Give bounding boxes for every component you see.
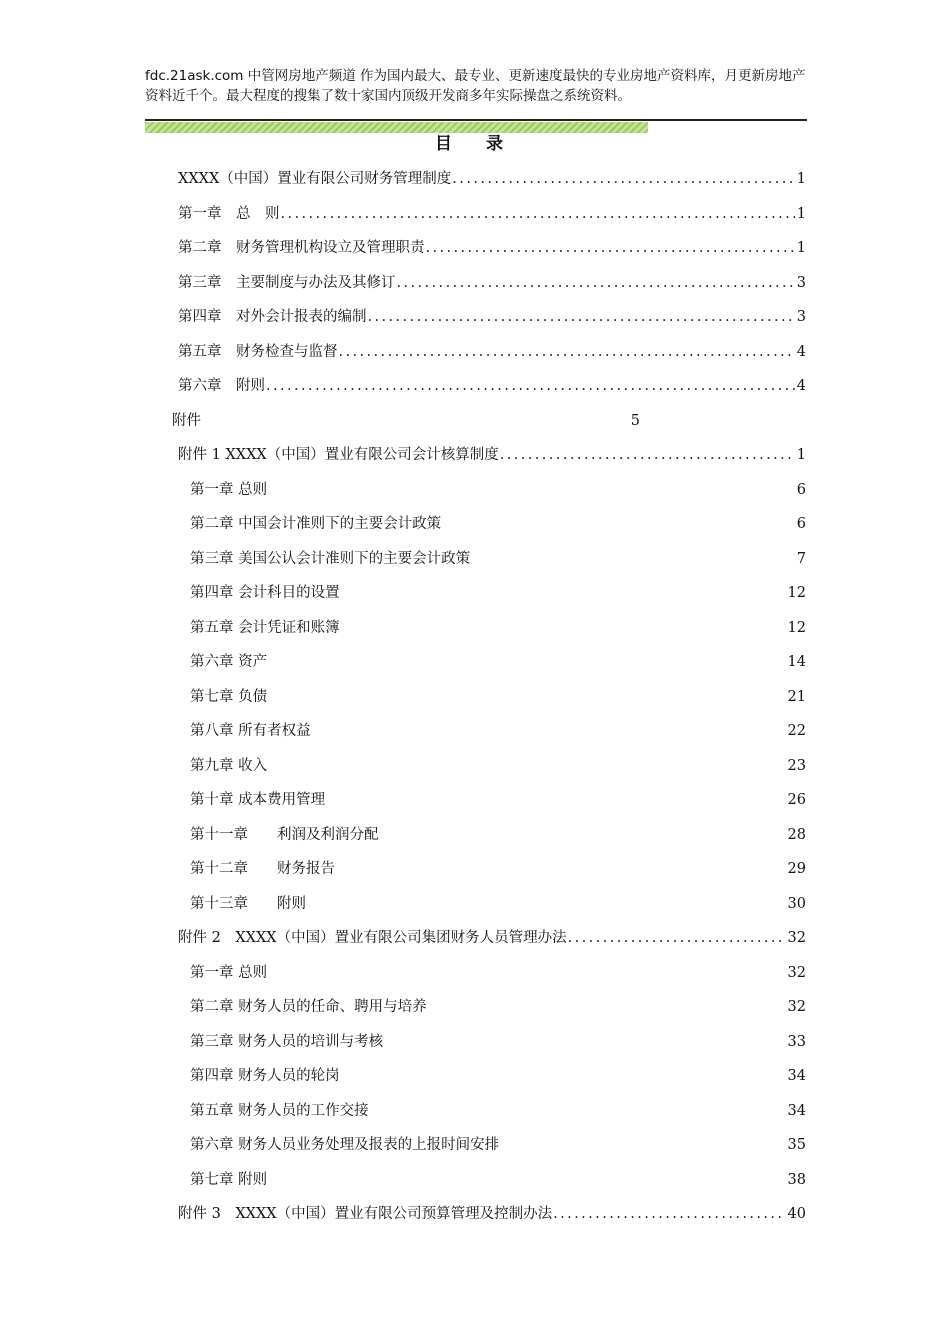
toc-page-number: 7	[796, 551, 806, 567]
toc-entry-title: 第七章 附则	[190, 1172, 268, 1188]
toc-entry-title: 第一章 总则	[190, 965, 268, 981]
toc-page-number: 12	[787, 585, 806, 601]
toc-entry[interactable]	[190, 1100, 806, 1122]
toc-entry-title: 附件 2 XXXX（中国）置业有限公司集团财务人员管理办法	[178, 930, 567, 946]
toc-page-number: 14	[787, 654, 806, 670]
toc-entry-title: 附件 3 XXXX（中国）置业有限公司预算管理及控制办法	[178, 1206, 553, 1222]
toc-entry-title: 第六章 附则	[178, 378, 265, 394]
toc-entry-title: 第一章 总 则	[178, 206, 280, 222]
toc-dot-leader	[452, 168, 794, 190]
toc-dot-leader	[368, 306, 795, 328]
toc-entry-title: 第七章 负债	[190, 689, 268, 705]
toc-entry[interactable]	[178, 341, 806, 363]
toc-entry-title: 第十一章 利润及利润分配	[190, 827, 379, 843]
toc-title: 目 录	[435, 134, 517, 154]
toc-page-number: 4	[796, 378, 806, 394]
toc-page-number: 34	[787, 1103, 806, 1119]
toc-entry-title: 第四章 会计科目的设置	[190, 585, 340, 601]
toc-entry[interactable]	[190, 789, 806, 811]
toc-page-number: 6	[796, 482, 806, 498]
toc-dot-leader	[397, 272, 795, 294]
toc-entry[interactable]	[190, 1134, 806, 1156]
toc-entry-title: 第一章 总则	[190, 482, 268, 498]
toc-entry[interactable]	[178, 237, 806, 259]
toc-page-number: 34	[787, 1068, 806, 1084]
toc-entry-title: 第三章 财务人员的培训与考核	[190, 1034, 384, 1050]
toc-entry[interactable]	[190, 651, 806, 673]
toc-entry[interactable]	[178, 1203, 806, 1225]
toc-entry-title: 第五章 会计凭证和账簿	[190, 620, 340, 636]
toc-page-number: 21	[787, 689, 806, 705]
toc-entry[interactable]	[190, 1031, 806, 1053]
toc-entry[interactable]	[178, 168, 806, 190]
toc-entry-title: 第六章 资产	[190, 654, 268, 670]
toc-entry-title: 第十二章 财务报告	[190, 861, 335, 877]
toc-entry-title: 第八章 所有者权益	[190, 723, 311, 739]
toc-page-number: 1	[796, 447, 806, 463]
toc-page-number: 1	[796, 171, 806, 187]
toc-page-number: 29	[787, 861, 806, 877]
toc-entry-title: 附件 1 XXXX（中国）置业有限公司会计核算制度	[178, 447, 499, 463]
toc-entry[interactable]	[178, 375, 806, 397]
toc-entry[interactable]	[178, 444, 806, 466]
toc-entry-title: 第二章 中国会计准则下的主要会计政策	[190, 516, 442, 532]
toc-page-number: 22	[787, 723, 806, 739]
toc-page-number: 26	[787, 792, 806, 808]
toc-dot-leader	[281, 203, 795, 225]
toc-page-number: 4	[796, 344, 806, 360]
toc-entry[interactable]	[178, 203, 806, 225]
toc-entry[interactable]	[178, 306, 806, 328]
toc-entry[interactable]	[190, 617, 806, 639]
toc-entry[interactable]	[190, 686, 806, 708]
toc-entry-title: 第五章 财务检查与监督	[178, 344, 338, 360]
toc-dot-leader	[426, 237, 795, 259]
toc-page-number: 1	[796, 240, 806, 256]
toc-page-number: 3	[796, 275, 806, 291]
toc-page-number: 12	[787, 620, 806, 636]
toc-page-number: 35	[787, 1137, 806, 1153]
toc-page-number: 28	[787, 827, 806, 843]
toc-dot-leader	[266, 375, 795, 397]
toc-entry-title: XXXX（中国）置业有限公司财务管理制度	[178, 171, 452, 187]
toc-entry[interactable]	[190, 755, 806, 777]
toc-entry[interactable]	[190, 824, 806, 846]
toc-entry-title: 第五章 财务人员的工作交接	[190, 1103, 369, 1119]
toc-entry[interactable]	[190, 1065, 806, 1087]
toc-entry[interactable]	[190, 1169, 806, 1191]
toc-page-number: 33	[787, 1034, 806, 1050]
header-rule	[145, 119, 807, 121]
toc-entry[interactable]	[190, 996, 806, 1018]
toc-entry[interactable]	[190, 962, 806, 984]
toc-page-number: 30	[787, 896, 806, 912]
toc-entry-title: 附件	[172, 413, 201, 429]
toc-entry[interactable]	[190, 479, 806, 501]
toc-entry-title: 第六章 财务人员业务处理及报表的上报时间安排	[190, 1137, 500, 1153]
toc-entry-title: 第二章 财务管理机构设立及管理职责	[178, 240, 425, 256]
toc-entry[interactable]	[178, 272, 806, 294]
toc-entry-title: 第十三章 附则	[190, 896, 306, 912]
toc-page-number: 32	[787, 965, 806, 981]
toc-entry[interactable]	[190, 893, 806, 915]
toc-entry-title: 第二章 财务人员的任命、聘用与培养	[190, 999, 427, 1015]
toc-entry[interactable]	[178, 927, 806, 949]
toc-page-number: 32	[787, 999, 806, 1015]
toc-entry-title: 第四章 财务人员的轮岗	[190, 1068, 340, 1084]
toc-entry[interactable]	[190, 513, 806, 535]
toc-page-number: 6	[796, 516, 806, 532]
toc-entry-title: 第三章 主要制度与办法及其修订	[178, 275, 396, 291]
toc-entry-title: 第九章 收入	[190, 758, 268, 774]
toc-page-number: 32	[787, 930, 806, 946]
toc-entry-title: 第十章 成本费用管理	[190, 792, 326, 808]
toc-entry[interactable]	[190, 548, 806, 570]
toc-page-number: 40	[787, 1206, 806, 1222]
toc-page-number: 1	[796, 206, 806, 222]
toc-entry[interactable]	[190, 582, 806, 604]
toc-page-number: 23	[787, 758, 806, 774]
page-header-text: fdc.21ask.com 中管网房地产频道 作为国内最大、最专业、更新速度最快的专业房地产资料库，月更新房地产资料近千个。最大程度的搜集了数十家国内顶级开发商多年实际操盘之系统资料。	[145, 68, 806, 104]
toc-dot-leader	[500, 444, 795, 466]
toc-entry[interactable]	[172, 410, 640, 432]
toc-dot-leader	[568, 927, 786, 949]
toc-entry[interactable]	[190, 858, 806, 880]
toc-dot-leader	[339, 341, 795, 363]
toc-entry[interactable]	[190, 720, 806, 742]
toc-dot-leader	[553, 1203, 785, 1225]
toc-entry-title: 第四章 对外会计报表的编制	[178, 309, 367, 325]
toc-entry-title: 第三章 美国公认会计准则下的主要会计政策	[190, 551, 471, 567]
toc-page-number: 5	[630, 413, 640, 429]
toc-page-number: 38	[787, 1172, 806, 1188]
toc-page-number: 3	[796, 309, 806, 325]
